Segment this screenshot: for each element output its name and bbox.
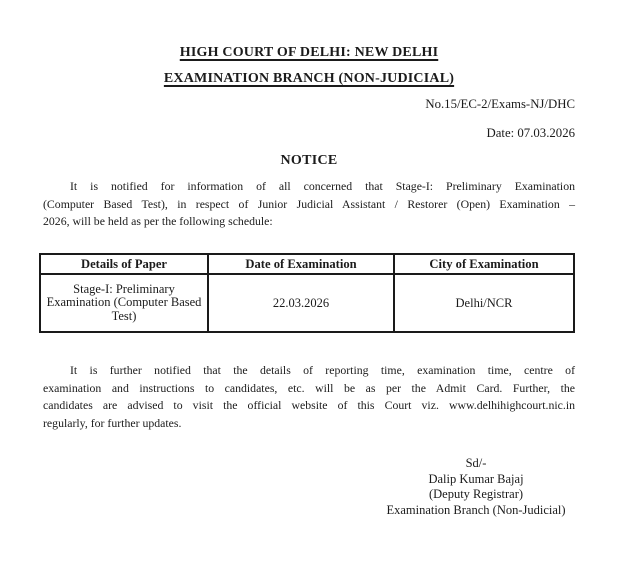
intro-paragraph <box>43 178 575 231</box>
signature-block <box>376 456 576 519</box>
exam-date-cell: 22.03.2026 <box>208 274 394 332</box>
paragraph-line: regularly, for further updates. <box>43 415 182 430</box>
paper-details-cell <box>40 274 208 332</box>
header-city-of-examination: City of Examination <box>394 254 574 274</box>
exam-city-cell: Delhi/NCR <box>394 274 574 332</box>
paper-details-line: Test) <box>111 308 137 323</box>
signatory-name: Dalip Kumar Bajaj <box>428 471 524 486</box>
branch-title: EXAMINATION BRANCH (NON-JUDICIAL) <box>163 71 455 86</box>
paragraph-line: It is notified for information of all concerned that Stage-I: Preliminary Examination <box>70 179 575 193</box>
notice-heading: NOTICE <box>280 153 338 168</box>
court-title: HIGH COURT OF DELHI: NEW DELHI <box>179 45 439 60</box>
signatory-branch: Examination Branch (Non-Judicial) <box>386 503 566 518</box>
paragraph-line: It is further notified that the details of reporting time, examination time, centre of <box>70 363 575 377</box>
table-header-row <box>40 254 574 274</box>
paragraph-line: 2026, will be held as per the following schedule: <box>43 214 273 228</box>
paragraph-line: examination and instructions to candidates, etc. will be as per the Admit Card. Further, the <box>43 380 575 395</box>
reference-number: No.15/EC-2/Exams-NJ/DHC <box>425 97 575 111</box>
header-date-of-examination: Date of Examination <box>208 254 394 274</box>
paper-details-line: Stage-I: Preliminary <box>73 281 175 296</box>
closing-paragraph <box>43 362 575 432</box>
notice-date: Date: 07.03.2026 <box>486 126 575 140</box>
paper-details-line: Examination (Computer Based <box>46 295 202 310</box>
table-row <box>40 274 574 332</box>
signatory-designation: (Deputy Registrar) <box>428 487 524 502</box>
schedule-table <box>39 253 575 333</box>
sd-label: Sd/- <box>465 456 487 470</box>
header-details-of-paper: Details of Paper <box>40 254 208 274</box>
paragraph-line: candidates are advised to visit the official website of this Court viz. www.delhihighcourt.nic.in <box>43 398 575 412</box>
paragraph-line: (Computer Based Test), in respect of Junior Judicial Assistant / Restorer (Open) Examination – <box>43 196 575 211</box>
